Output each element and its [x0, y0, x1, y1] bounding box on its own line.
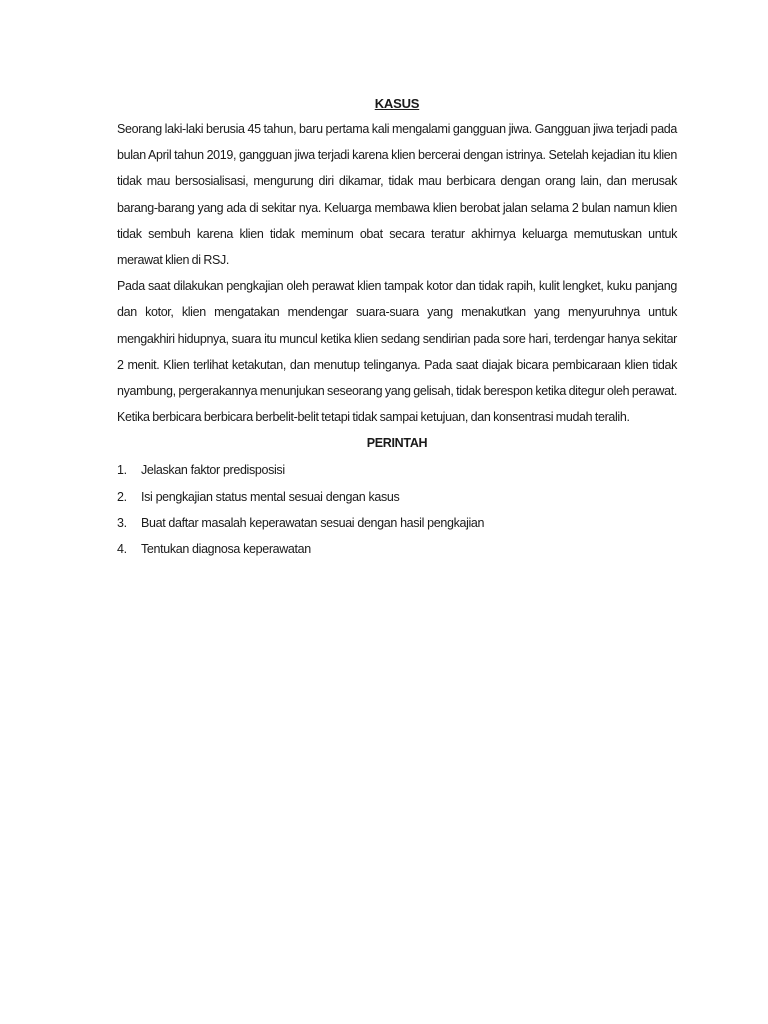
case-paragraph-2: Pada saat dilakukan pengkajian oleh perawat klien tampak kotor dan tidak rapih, kulit lengket, kuku panjang dan kotor, klien mengatakan mendengar suara-suara yang menakutkan yang menyuruhnya untuk mengakhiri hidupnya, suara itu muncul ketika klien sedang sendirian pada sore hari, terdengar hanya sekitar 2 menit. Klien terlihat ketakutan, dan menutup telinganya. Pada saat diajak bicara pembicaraan klien tidak nyambung, pergerakannya menunjukan seseorang yang gelisah, tidak berespon ketika ditegur oleh perawat. Ketika berbicara berbicara berbelit-belit tetapi tidak sampai ketujuan, dan konsentrasi mudah teralih.: [117, 279, 677, 425]
list-item-text: Buat daftar masalah keperawatan sesuai dengan hasil pengkajian: [141, 516, 485, 531]
case-title: KASUS: [374, 96, 420, 111]
list-item: [117, 484, 677, 510]
list-item: [117, 457, 677, 483]
list-item: [117, 536, 677, 562]
list-item-text: Jelaskan faktor predisposisi: [141, 463, 285, 478]
list-item-number: 2.: [117, 489, 127, 504]
instructions-title: PERINTAH: [366, 436, 428, 451]
list-item-number: 1.: [117, 463, 127, 478]
list-item: [117, 510, 677, 536]
list-item-text: Isi pengkajian status mental sesuai dengan kasus: [141, 489, 400, 504]
document-content: [117, 92, 677, 563]
list-item-text: Tentukan diagnosa keperawatan: [141, 542, 311, 557]
list-item-number: 4.: [117, 542, 127, 557]
list-item-number: 3.: [117, 516, 127, 531]
case-paragraph-1: Seorang laki-laki berusia 45 tahun, baru pertama kali mengalami gangguan jiwa. Gangguan jiwa terjadi pada bulan April tahun 2019, gangguan jiwa terjadi karena klien bercerai dengan istrinya. Setelah kejadian itu klien tidak mau bersosialisasi, mengurung diri dikamar, tidak mau berbicara dengan orang lain, dan merusak barang-barang yang ada di sekitar nya. Keluarga membawa klien berobat jalan selama 2 bulan namun klien tidak sembuh karena klien tidak meminum obat secara teratur akhirnya keluarga memutuskan untuk merawat klien di RSJ.: [117, 122, 677, 268]
instructions-list: [117, 457, 677, 562]
